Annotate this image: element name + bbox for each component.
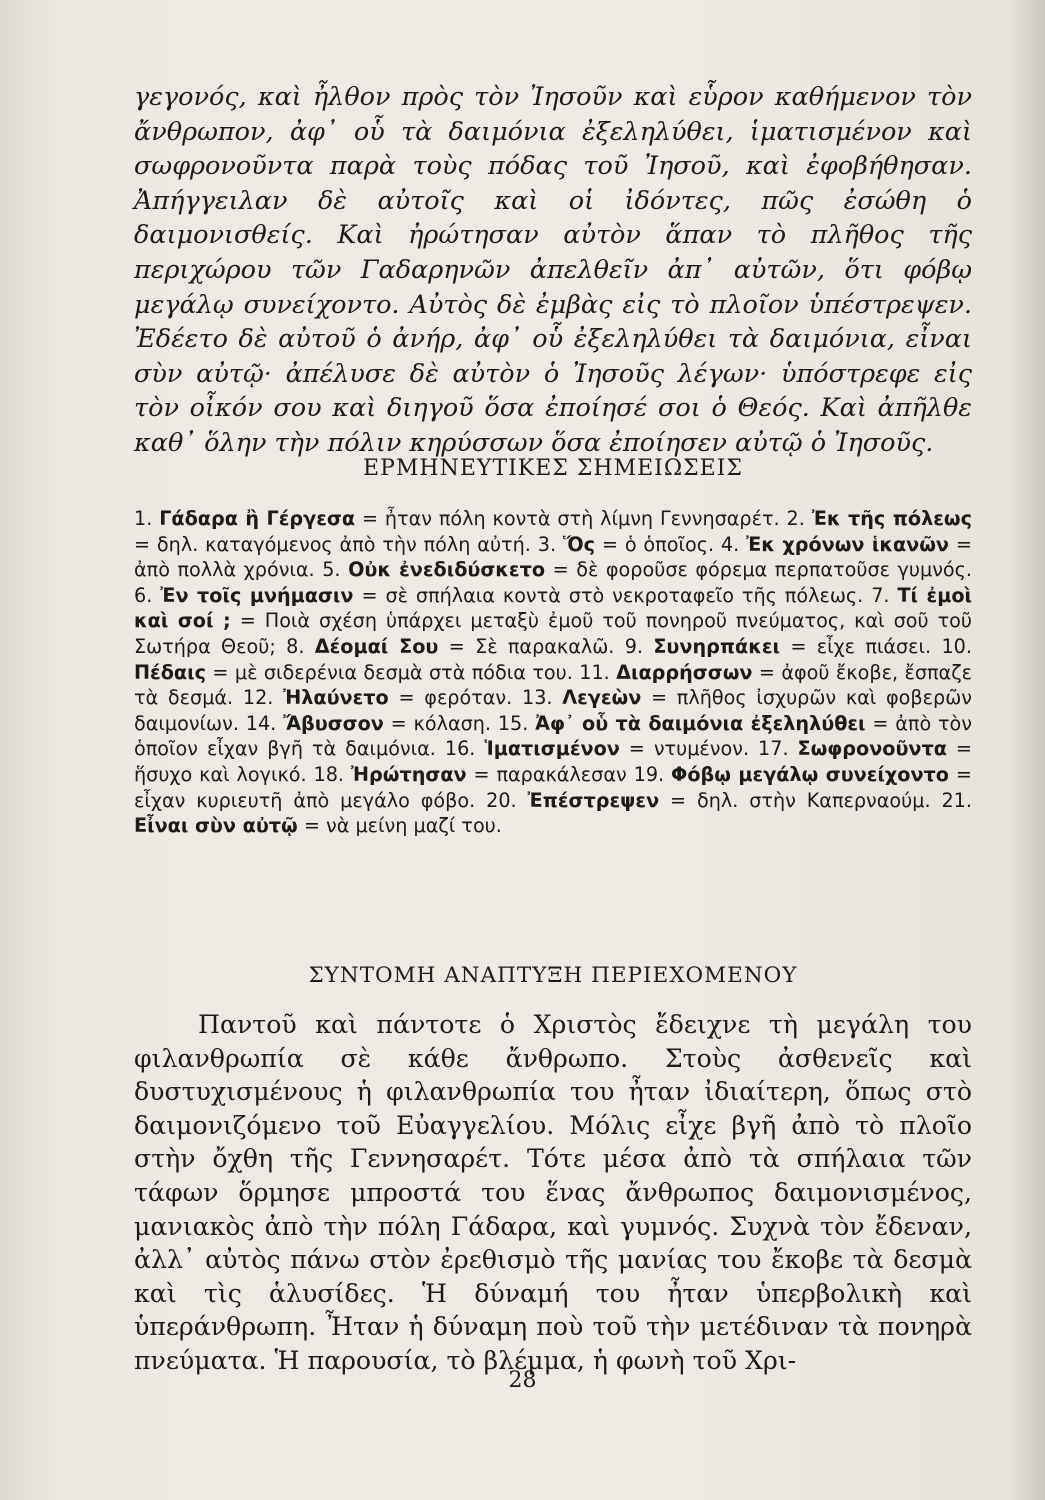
note-item [445, 737, 749, 760]
note-number: 20. [486, 788, 517, 812]
note-item [134, 507, 780, 530]
page-number: 28 [508, 1368, 537, 1393]
note-definition: = Ποιὰ σχέση ὑπάρχει μεταξὺ ἐμοῦ τοῦ πονηροῦ πνεύματος, καὶ σοῦ τοῦ Σωτήρα Θεοῦ; [134, 609, 972, 658]
note-number: 3. [537, 532, 557, 556]
note-definition: = ἀφοῦ ἔκοβε, ἔσπαζε τὰ δεσμά. [134, 660, 973, 710]
note-term: Συνηρπάκει [653, 634, 781, 658]
note-term: Ἠρώτησαν [350, 762, 467, 786]
note-definition: = σὲ σπήλαια κοντὰ στὸ νεκροταφεῖο τῆς πόλεως. [361, 583, 864, 607]
note-term: Πέδαις [134, 660, 206, 684]
note-definition: = Σὲ παρακαλῶ. [448, 634, 615, 658]
page-gutter-shadow [1011, 0, 1045, 1500]
note-term: Διαρρήσσων [616, 660, 753, 684]
note-number: 10. [941, 634, 972, 658]
note-term: Ἀφ᾽ οὗ τὰ δαιμόνια ἐξεληλύθει [535, 711, 866, 735]
note-number: 8. [286, 634, 305, 658]
note-definition: = δηλ. καταγόμενος ἀπὸ τὴν πόλη αὐτή. [134, 532, 531, 556]
note-item [486, 789, 930, 812]
note-number: 13. [521, 686, 553, 710]
note-item [134, 584, 863, 607]
note-term: Λεγεὼν [562, 686, 642, 710]
note-definition: = πλῆθος ἰσχυρῶν καὶ φοβερῶν δαιμονίων. [134, 686, 973, 735]
note-number: 19. [633, 762, 665, 786]
note-number: 15. [497, 711, 529, 735]
note-term: Τί ἐμοὶ καὶ σοί ; [134, 583, 973, 633]
note-item [314, 763, 627, 786]
note-definition: = ἦταν πόλη κοντὰ στὴ λίμνη Γεννησαρέτ. [361, 507, 780, 530]
note-number: 18. [313, 762, 345, 786]
note-number: 4. [720, 532, 740, 556]
note-definition: = ὁ ὁποῖος. [601, 532, 715, 556]
note-term: Γάδαρα ἢ Γέργεσα [159, 507, 356, 530]
note-definition: = κόλαση. [390, 711, 492, 735]
note-item [246, 712, 491, 735]
note-item [538, 533, 714, 556]
note-definition: = ἀπὸ πολλὰ χρόνια. [134, 532, 972, 582]
note-definition: = ἥσυχο καὶ λογικό. [134, 737, 972, 786]
note-term: Ἐκ τῆς πόλεως [811, 507, 972, 530]
note-term: Εἶναι σὺν αὐτῷ [134, 814, 298, 838]
note-term: Δέομαί Σου [314, 634, 439, 658]
note-term: Σωφρονοῦντα [797, 737, 947, 761]
notes-heading: ΕΡΜΗΝΕΥΤΙΚΕΣ ΣΗΜΕΙΩΣΕΙΣ [363, 456, 743, 481]
summary-heading: ΣΥΝΤΟΜΗ ΑΝΑΠΤΥΞΗ ΠΕΡΙΕΧΟΜΕΝΟΥ [308, 963, 798, 988]
scripture-passage: γεγονός, καὶ ἦλθον πρὸς τὸν Ἰησοῦν καὶ εὗρον καθήμενον τὸν ἄνθρωπον, ἀφ᾽ οὗ τὰ δαιμόνια ἐξεληλύθει, ἱματισμένον καὶ σωφρονοῦντα παρὰ τοὺς πόδας τοῦ Ἰησοῦ, καὶ ἐφοβήθησαν. Ἀπήγγειλαν δὲ αὐτοῖς καὶ οἱ ἰδόντες, πῶς ἐσώθη ὁ δαιμονισθείς. Καὶ ἠρώτησαν αὐτὸν ἅπαν τὸ πλῆθος τῆς περιχώρου τῶν Γαδαρηνῶν ἀπελθεῖν ἀπ᾽ αὐτῶν, ὅτι φόβῳ μεγάλῳ συνείχοντο. Αὐτὸς δὲ ἐμβὰς εἰς τὸ πλοῖον ὑπέστρεψεν. Ἐδέετο δὲ αὐτοῦ ὁ ἀνήρ, ἀφ᾽ οὗ ἐξεληλύθει τὰ δαιμόνια, εἶναι σὺν αὐτῷ· ἀπέλυσε δὲ αὐτὸν ὁ Ἰησοῦς λέγων· ὑπόστρεφε εἰς τὸν οἶκόν σου καὶ διηγοῦ ὅσα ἐποίησέ σοι ὁ Θεός. Καὶ ἀπῆλθε καθ᾽ ὅλην τὴν πόλιν κηρύσσων ὅσα ἐποίησεν αὐτῷ ὁ Ἰησοῦς. [134, 82, 972, 458]
note-definition: = φερόταν. [398, 686, 513, 710]
note-term: Ὅς [562, 532, 596, 556]
note-term: Ἄβυσσον [283, 711, 384, 735]
notes-paragraph [134, 506, 972, 839]
note-number: 9. [624, 634, 644, 658]
note-number: 12. [242, 686, 274, 710]
note-number: 16. [444, 737, 476, 761]
note-definition: = δηλ. στὴν Καπερναούμ. [670, 788, 931, 812]
note-definition: = μὲ σιδερένια δεσμὰ στὰ πόδια του. [212, 660, 573, 684]
note-definition: = ντυμένον. [628, 737, 750, 761]
note-definition: = ἀπὸ τὸν ὁποῖον εἶχαν βγῆ τὰ δαιμόνια. [134, 711, 972, 761]
note-term: Ἐκ χρόνων ἱκανῶν [746, 532, 950, 556]
note-term: Οὐκ ἐνεδιδύσκετο [348, 558, 546, 582]
note-item [243, 686, 512, 709]
note-number: 17. [758, 737, 789, 761]
note-number: 2. [786, 507, 805, 530]
note-item [286, 635, 614, 658]
note-definition: = εἶχαν κυριευτῆ ἀπὸ μεγάλο φόβο. [134, 762, 972, 812]
note-number: 21. [941, 788, 972, 812]
note-item [625, 635, 931, 658]
note-term: Ἱματισμένον [484, 737, 620, 761]
note-number: 6. [134, 583, 153, 607]
note-term: Φόβῳ μεγάλῳ συνείχοντο [671, 762, 949, 786]
note-definition: = εἶχε πιάσει. [790, 634, 932, 658]
note-term: Ἐν τοῖς μνήμασιν [160, 583, 354, 607]
note-number: 11. [579, 660, 610, 684]
note-number: 5. [322, 558, 341, 582]
note-term: Ἠλαύνετο [283, 686, 389, 710]
note-number: 14. [245, 711, 277, 735]
note-definition: = δὲ φοροῦσε φόρεμα περπατοῦσε γυμνός. [552, 558, 973, 582]
note-number: 7. [871, 583, 890, 607]
note-item [322, 558, 972, 581]
note-definition: = παρακάλεσαν [473, 762, 627, 786]
note-number: 1. [134, 507, 153, 530]
note-definition: = νὰ μείνη μαζί του. [303, 814, 502, 838]
summary-paragraph: Παντοῦ καὶ πάντοτε ὁ Χριστὸς ἔδειχνε τὴ μεγάλη του φιλανθρωπία σὲ κάθε ἄνθρωπο. Στοὺς ἀσθενεῖς καὶ δυστυχισμένους ἡ φιλανθρωπία του ἦταν ἰδιαίτερη, ὅπως στὸ δαιμονιζόμενο τοῦ Εὐαγγελίου. Μόλις εἶχε βγῆ ἀπὸ τὸ πλοῖο στὴν ὄχθη τῆς Γεννησαρέτ. Τότε μέσα ἀπὸ τὰ σπήλαια τῶν τάφων ὅρμησε μπροστά του ἕνας ἄνθρωπος δαιμονισμένος, μανιακὸς ἀπὸ τὴν πόλη Γάδαρα, καὶ γυμνός. Συχνὰ τὸν ἔδεναν, ἀλλ᾽ αὐτὸς πάνω στὸν ἐρεθισμὸ τῆς μανίας του ἔκοβε τὰ δεσμὰ καὶ τὶς ἁλυσίδες. Ἡ δύναμή του ἦταν ὑπερβολικὴ καὶ ὑπεράνθρωπη. Ἦταν ἡ δύναμη ποὺ τοῦ τὴν μετέδιναν τὰ πονηρὰ πνεύματα. Ἡ παρουσία, τὸ βλέμμα, ἡ φωνὴ τοῦ Χρι- [134, 1010, 972, 1375]
note-term: Ἐπέστρεψεν [527, 788, 660, 812]
